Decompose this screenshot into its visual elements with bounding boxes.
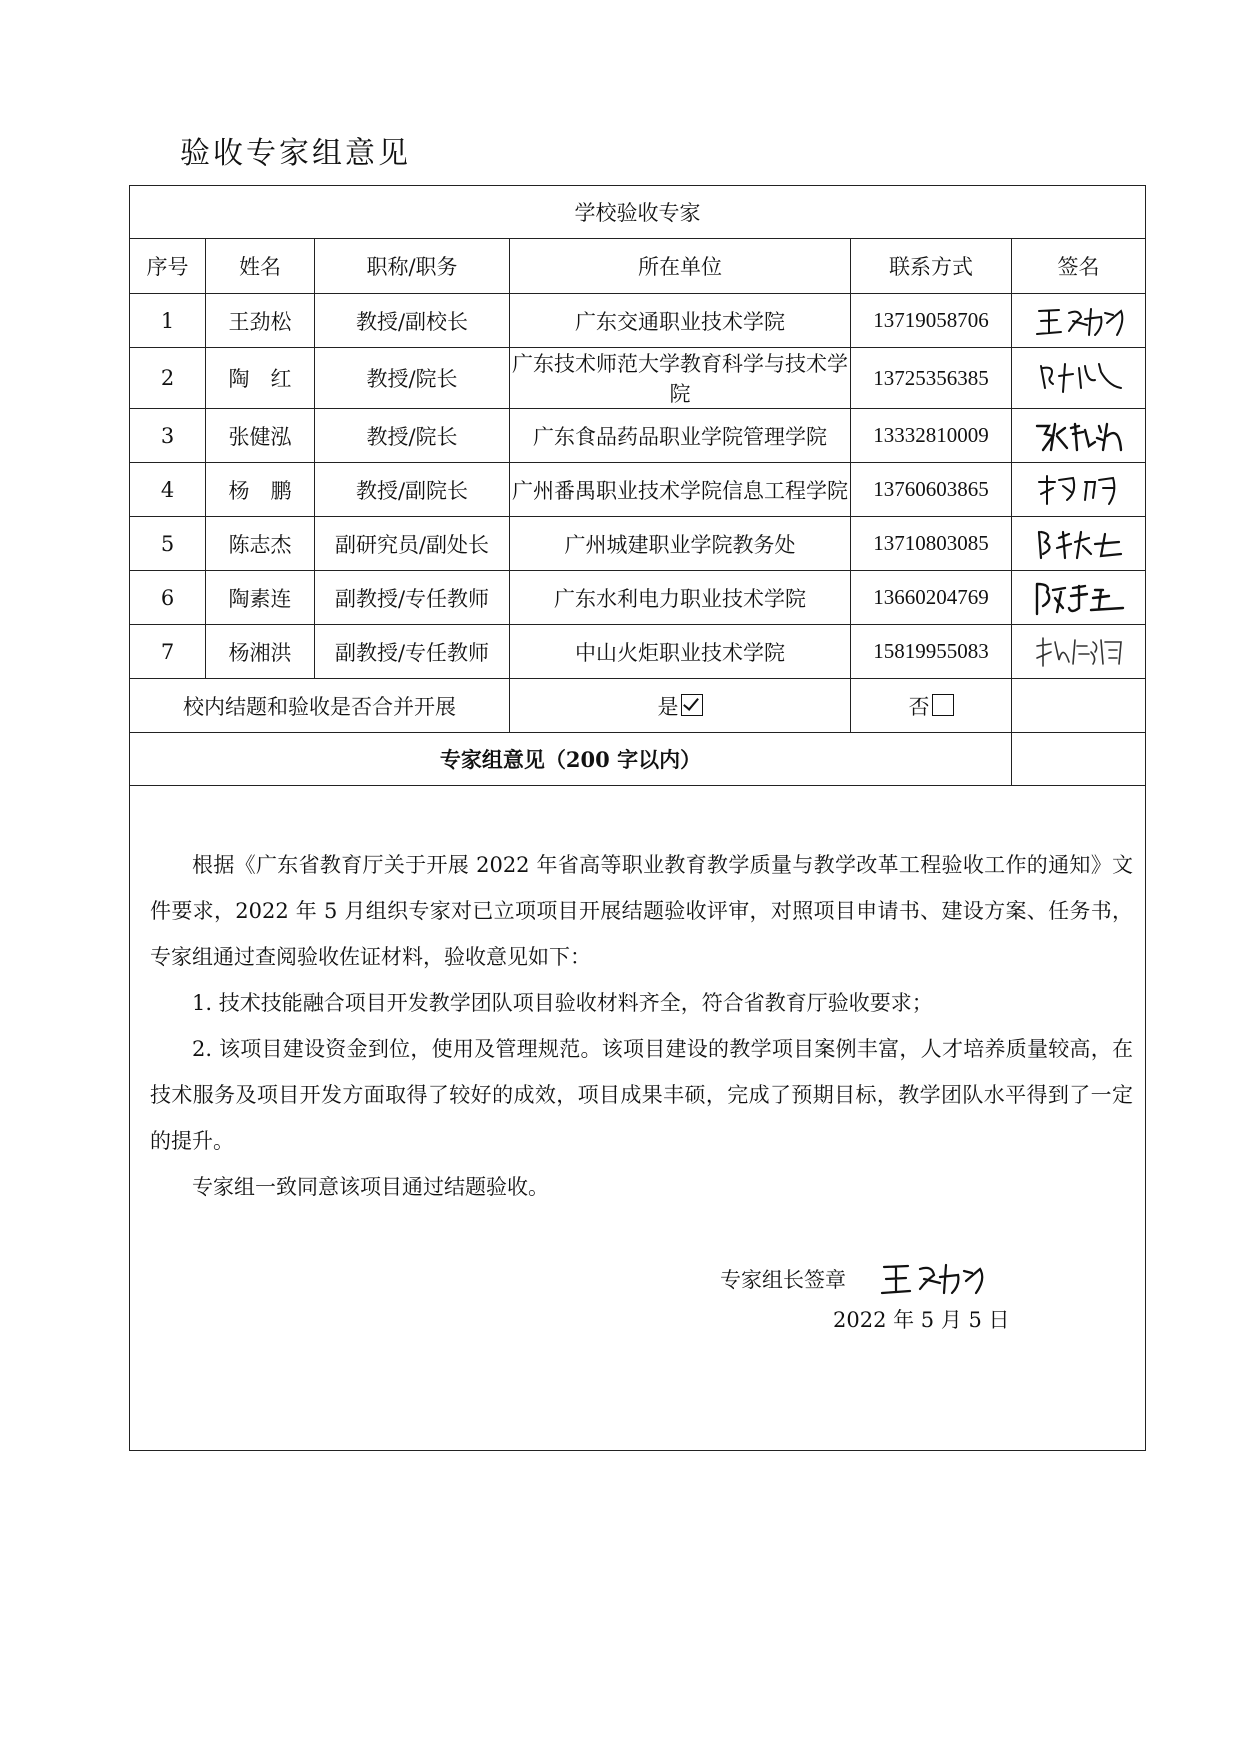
- leader-signature-line: [720, 1257, 994, 1301]
- header-contact: 联系方式: [851, 239, 1012, 294]
- checked-checkbox-icon: [681, 694, 703, 716]
- expert-title: 副教授/专任教师: [315, 625, 510, 679]
- empty-cell: [1012, 679, 1146, 733]
- expert-seq: 2: [130, 348, 206, 409]
- leader-handwritten-signature: [874, 1257, 994, 1301]
- expert-phone: 13660204769: [851, 571, 1012, 625]
- expert-title: 副研究员/副处长: [315, 517, 510, 571]
- opinion-header: 专家组意见（200 字以内）: [130, 733, 1012, 786]
- expert-phone: 13710803085: [851, 517, 1012, 571]
- expert-phone: 13760603865: [851, 463, 1012, 517]
- expert-phone: 15819955083: [851, 625, 1012, 679]
- expert-phone: 13725356385: [851, 348, 1012, 409]
- opinion-paragraph: 1. 技术技能融合项目开发教学团队项目验收材料齐全，符合省教育厅验收要求；: [192, 991, 933, 1015]
- expert-seq: 5: [130, 517, 206, 571]
- expert-name: 陶素连: [206, 571, 315, 625]
- opinion-row: [130, 786, 1146, 1451]
- handwritten-signature: [1012, 294, 1146, 348]
- table-row: [130, 571, 1146, 625]
- header-name: 姓名: [206, 239, 315, 294]
- expert-seq: 4: [130, 463, 206, 517]
- table-row: [130, 409, 1146, 463]
- header-unit: 所在单位: [510, 239, 851, 294]
- unchecked-checkbox-icon: [932, 694, 954, 716]
- table-row: [130, 625, 1146, 679]
- expert-name: 王劲松: [206, 294, 315, 348]
- header-signature: 签名: [1012, 239, 1146, 294]
- opinion-text: [150, 842, 1133, 1210]
- opinion-paragraph: 2. 该项目建设资金到位，使用及管理规范。该项目建设的教学项目案例丰富，人才培养质量较高，在技术服务及项目开发方面取得了较好的成效，项目成果丰硕，完成了预期目标，教学团队水平得到了一定的提升。: [150, 1037, 1134, 1153]
- option-no: [851, 679, 1012, 733]
- header-seq: 序号: [130, 239, 206, 294]
- expert-phone: 13332810009: [851, 409, 1012, 463]
- expert-seq: 6: [130, 571, 206, 625]
- leader-sign-label: 专家组长签章: [720, 1268, 846, 1292]
- expert-unit: 广东食品药品职业学院管理学院: [510, 409, 851, 463]
- table-row: [130, 348, 1146, 409]
- handwritten-signature: [1012, 348, 1146, 409]
- opinion-body: [130, 786, 1146, 1451]
- expert-seq: 3: [130, 409, 206, 463]
- opinion-paragraph: 专家组一致同意该项目通过结题验收。: [192, 1175, 549, 1199]
- table-header-row: [130, 239, 1146, 294]
- handwritten-signature: [1012, 625, 1146, 679]
- expert-unit: 广东交通职业技术学院: [510, 294, 851, 348]
- merge-question-row: [130, 679, 1146, 733]
- expert-phone: 13719058706: [851, 294, 1012, 348]
- expert-title: 教授/院长: [315, 348, 510, 409]
- handwritten-signature: [1012, 517, 1146, 571]
- empty-cell: [1012, 733, 1146, 786]
- handwritten-signature: [1012, 571, 1146, 625]
- opinion-header-row: [130, 733, 1146, 786]
- table-row: [130, 463, 1146, 517]
- option-no-label: 否: [908, 694, 930, 719]
- handwritten-signature: [1012, 463, 1146, 517]
- header-title: 职称/职务: [315, 239, 510, 294]
- table-row: [130, 517, 1146, 571]
- expert-name: 杨 鹏: [206, 463, 315, 517]
- expert-name: 陈志杰: [206, 517, 315, 571]
- date-text: 2022 年 5 月 5 日: [833, 1308, 1010, 1332]
- opinion-paragraph: 根据《广东省教育厅关于开展 2022 年省高等职业教育教学质量与教学改革工程验收工作的通知》文件要求，2022 年 5 月组织专家对已立项项目开展结题验收评审，对照项目申请书、建设方案、任务书，专家组通过查阅验收佐证材料，验收意见如下：: [150, 853, 1134, 969]
- expert-title: 教授/副校长: [315, 294, 510, 348]
- handwritten-signature: [1012, 409, 1146, 463]
- expert-title: 教授/院长: [315, 409, 510, 463]
- table-title: 学校验收专家: [130, 186, 1146, 239]
- expert-seq: 1: [130, 294, 206, 348]
- expert-seq: 7: [130, 625, 206, 679]
- expert-unit: 中山火炬职业技术学院: [510, 625, 851, 679]
- expert-name: 陶 红: [206, 348, 315, 409]
- expert-unit: 广州城建职业学院教务处: [510, 517, 851, 571]
- expert-name: 张健泓: [206, 409, 315, 463]
- merge-question: 校内结题和验收是否合并开展: [130, 679, 510, 733]
- option-yes-label: 是: [657, 694, 679, 719]
- expert-name: 杨湘洪: [206, 625, 315, 679]
- expert-review-table: [129, 185, 1146, 1451]
- page-title: 验收专家组意见: [180, 136, 411, 171]
- expert-title: 副教授/专任教师: [315, 571, 510, 625]
- expert-unit: 广东水利电力职业技术学院: [510, 571, 851, 625]
- table-row: [130, 294, 1146, 348]
- expert-unit: 广东技术师范大学教育科学与技术学院: [510, 348, 851, 409]
- option-yes: [510, 679, 851, 733]
- expert-unit: 广州番禺职业技术学院信息工程学院: [510, 463, 851, 517]
- expert-title: 教授/副院长: [315, 463, 510, 517]
